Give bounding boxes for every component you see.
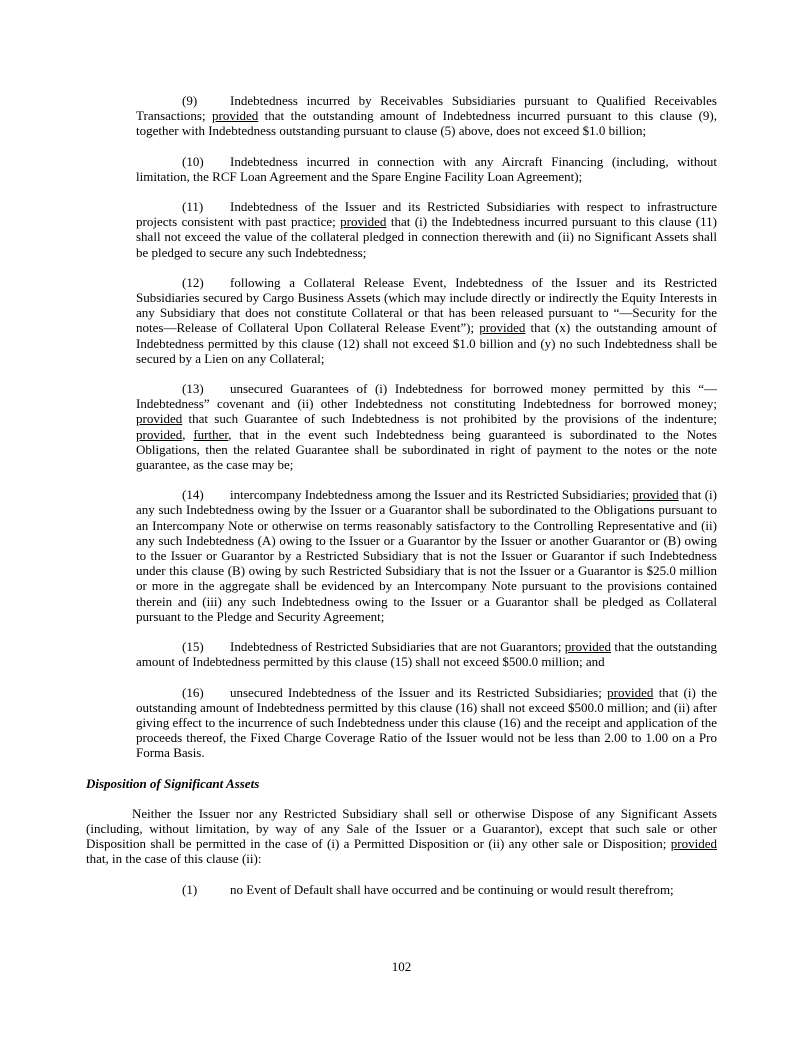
text-run: Neither the Issuer nor any Restricted Subsidiary shall sell or otherwise Dispose of any Significant Assets (including, without limitation, by way of any Sale of the Issuer or a Guarantor), except that such sale or other Disposition shall be permitted in the case of (i) a Permitted Disposition or (ii) any other sale or Disposition; bbox=[86, 805, 717, 852]
clause-paragraph bbox=[136, 275, 717, 366]
text-run: Indebtedness incurred in connection with any Aircraft Financing (including, without limitation, the RCF Loan Agreement and the Spare Engine Facility Loan Agreement); bbox=[136, 153, 717, 184]
clause-number: (15) bbox=[182, 639, 204, 655]
text-run: no Event of Default shall have occurred and be continuing or would result therefrom; bbox=[230, 881, 674, 897]
clause-paragraph bbox=[136, 685, 717, 761]
clause-number: (13) bbox=[182, 381, 204, 397]
clause-number: (12) bbox=[182, 274, 204, 290]
defined-term-underlined: provided bbox=[479, 320, 526, 336]
clause-paragraph bbox=[136, 154, 717, 184]
text-run: that such Guarantee of such Indebtedness is not prohibited by the provisions of the indenture; bbox=[182, 411, 717, 427]
clause-number: (16) bbox=[182, 684, 204, 700]
defined-term-underlined: further bbox=[193, 426, 229, 442]
text-run: unsecured Indebtedness of the Issuer and its Restricted Subsidiaries; bbox=[230, 684, 608, 700]
text-run: unsecured Guarantees of (i) Indebtedness for borrowed money permitted by this “—Indebtedness” covenant and (ii) other Indebtedness not constituting Indebtedness for borrowed money; bbox=[136, 381, 717, 412]
defined-term-underlined: provided bbox=[607, 684, 654, 700]
text-run: that (i) the Indebtedness incurred pursuant to this clause (11) shall not exceed the value of the collateral pledged in connection therewith and (ii) no Significant Assets shall be pledged to secure any such Indebtedness; bbox=[136, 214, 717, 260]
clause-number: (1) bbox=[182, 881, 198, 897]
text-run: that the outstanding amount of Indebtedness permitted by this clause (15) shall not exceed $500.0 million; and bbox=[136, 639, 717, 670]
text-run: that, in the case of this clause (ii): bbox=[86, 851, 262, 867]
clause-number: (11) bbox=[182, 199, 204, 215]
defined-term-underlined: provided bbox=[136, 426, 183, 442]
clause-paragraph bbox=[136, 639, 717, 669]
clause-number: (9) bbox=[182, 93, 198, 108]
text-run: following a Collateral Release Event, Indebtedness of the Issuer and its Restricted Subsidiaries secured by Cargo Business Assets (which may include directly or indirectly the Equity Interests in any Subsidiary that does not constitute Collateral or that has been released pursuant to “—Security for the notes—Release of Collateral Upon Collateral Release Event”); bbox=[136, 274, 717, 336]
body-paragraph bbox=[86, 806, 717, 867]
clause-paragraph bbox=[136, 199, 717, 260]
text-run: intercompany Indebtedness among the Issuer and its Restricted Subsidiaries; bbox=[230, 487, 633, 503]
text-run: Indebtedness of Restricted Subsidiaries that are not Guarantors; bbox=[230, 639, 565, 655]
clause-paragraph bbox=[136, 487, 717, 624]
clause-number: (10) bbox=[182, 153, 204, 169]
subclause-paragraph bbox=[136, 882, 717, 897]
defined-term-underlined: provided bbox=[136, 411, 183, 427]
section-heading: Disposition of Significant Assets bbox=[86, 775, 260, 791]
text-run: Indebtedness incurred by Receivables Subsidiaries pursuant to Qualified Receivables Transactions; bbox=[136, 93, 717, 124]
text-run: that the outstanding amount of Indebtedness incurred pursuant to this clause (9), together with Indebtedness outstanding pursuant to clause (5) above, does not exceed $1.0 billion; bbox=[136, 108, 717, 139]
text-run: that (i) any such Indebtedness owing by the Issuer or a Guarantor shall be subordinated to the Obligations pursuant to an Intercompany Note or otherwise on terms reasonably satisfactory to the Controlling Representative and (ii) any such Indebtedness (A) owing to the Issuer or a Guarantor by the Issuer or another Guarantor or (B) owing to the Issuer or Guarantor by a Restricted Subsidiary that is not the Issuer or Guarantor if such Indebtedness under this clause (B) owing by such Restricted Subsidiary that is not the Issuer or a Guarantor is $25.0 million or more in the aggregate shall be evidenced by an Intercompany Note pursuant to the provisions contained therein and (iii) any such Indebtedness owing to the Issuer or a Guarantor shall be pledged as Collateral pursuant to the Pledge and Security Agreement; bbox=[136, 487, 717, 624]
text-run: Indebtedness of the Issuer and its Restricted Subsidiaries with respect to infrastructure projects consistent with past practice; bbox=[136, 199, 717, 230]
text-run: that (x) the outstanding amount of Indebtedness permitted by this clause (12) shall not exceed $1.0 billion and (y) no such Indebtedness shall be secured by a Lien on any Collateral; bbox=[136, 320, 717, 366]
document-body bbox=[86, 93, 717, 897]
text-run: , that in the event such Indebtedness being guaranteed is subordinated to the Notes Obligations, then the related Guarantee shall be subordinated in right of payment to the notes or the note guarantee, as the case may be; bbox=[136, 426, 717, 473]
clause-paragraph bbox=[136, 381, 717, 472]
defined-term-underlined: provided bbox=[670, 836, 717, 852]
page-number: 102 bbox=[391, 958, 412, 974]
defined-term-underlined: provided bbox=[564, 639, 612, 655]
defined-term-underlined: provided bbox=[340, 214, 387, 230]
clause-paragraph bbox=[136, 93, 717, 139]
defined-term-underlined: provided bbox=[212, 108, 259, 124]
text-run: , bbox=[182, 426, 194, 442]
page-footer bbox=[86, 959, 717, 974]
clause-number: (14) bbox=[182, 487, 204, 503]
text-run: that (i) the outstanding amount of Indebtedness permitted by this clause (16) shall not exceed $500.0 million; and (ii) after giving effect to the incurrence of such Indebtedness under this clause (16) and the receipt and application of the proceeds thereof, the Fixed Charge Coverage Ratio of the Issuer would not be less than 2.00 to 1.00 on a Pro Forma Basis. bbox=[136, 684, 717, 761]
defined-term-underlined: provided bbox=[632, 487, 679, 503]
